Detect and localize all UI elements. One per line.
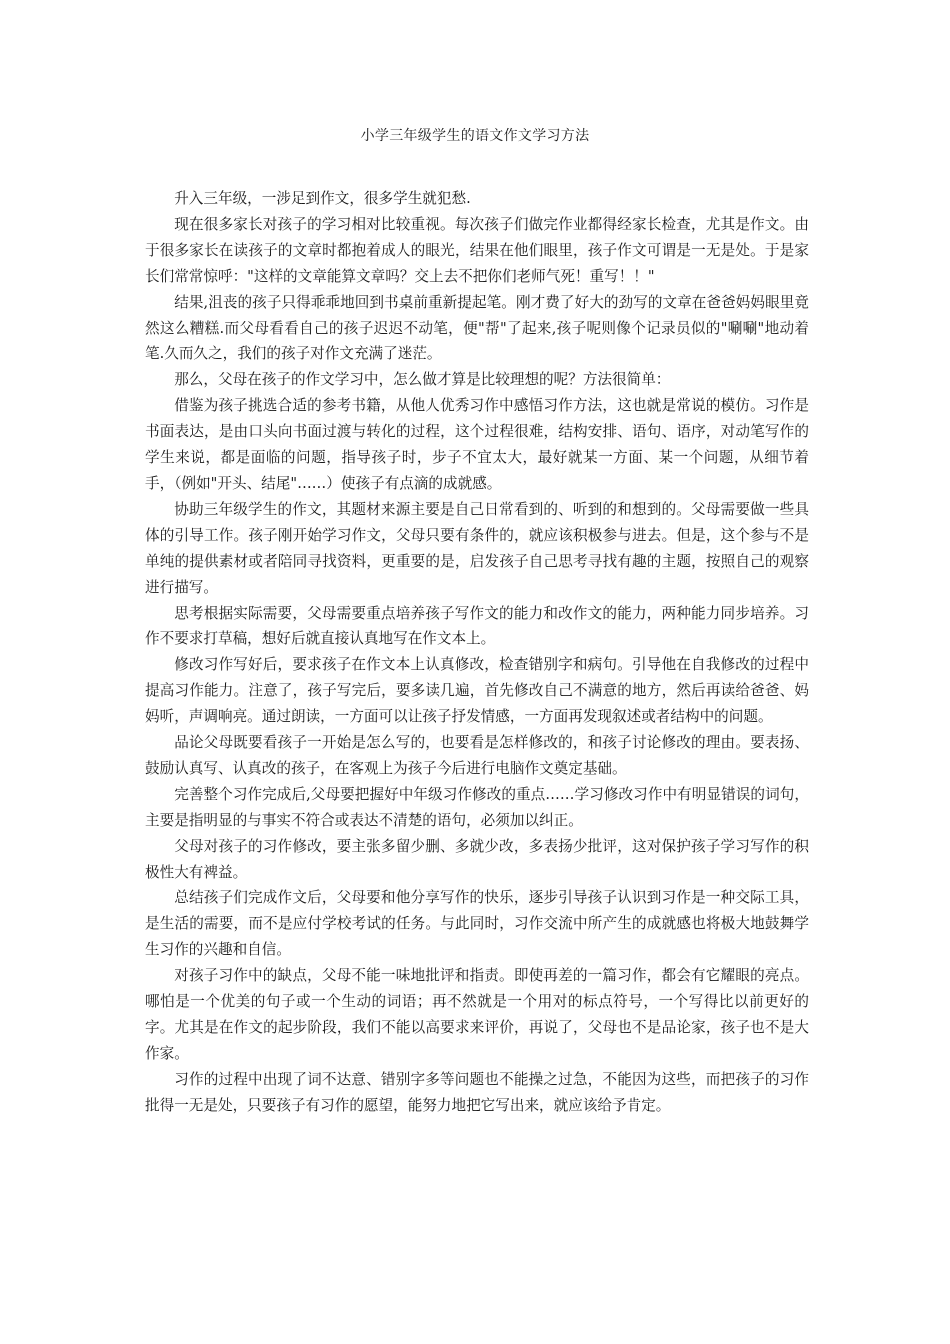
document-body bbox=[145, 186, 809, 1119]
paragraph-shortcomings: 对孩子习作中的缺点，父母不能一味地批评和指责。即使再差的一篇习作，都会有它耀眼的亮点。哪怕是一个优美的句子或一个生动的词语；再不然就是一个用对的标点符号，一个写得比以前更好的字。尤其是在作文的起步阶段，我们不能以高要求来评价，再说了，父母也不是品论家，孩子也不是大作家。 bbox=[145, 967, 809, 1062]
paragraph-assist: 协助三年级学生的作文，其题材来源主要是自己日常看到的、听到的和想到的。父母需要做一些具体的引导工作。孩子刚开始学习作文，父母只要有条件的，就应该积极参与进去。但是，这个参与不是单纯的提供素材或者陪同寻找资料，更重要的是，启发孩子自己思考寻找有趣的主题，按照自己的观察进行描写。 bbox=[145, 500, 809, 596]
paragraph-modify: 父母对孩子的习作修改，要主张多留少删、多就少改，多表扬少批评，这对保护孩子学习写作的积极性大有裨益。 bbox=[145, 837, 809, 881]
paragraph-question: 那么，父母在孩子的作文学习中，怎么做才算是比较理想的呢？方法很简单： bbox=[174, 371, 671, 389]
paragraph-revise: 修改习作写好后，要求孩子在作文本上认真修改，检查错别字和病句。引导他在自我修改的过程中提高习作能力。注意了，孩子写完后，要多读几遍，首先修改自己不满意的地方，然后再读给爸爸、妈妈听，声调响亮。通过朗读，一方面可以让孩子抒发情感，一方面再发现叙述或者结构中的问题。 bbox=[145, 656, 809, 726]
paragraph-parents-checking: 现在很多家长对孩子的学习相对比较重视。每次孩子们做完作业都得经家长检查，尤其是作文。由于很多家长在读孩子的文章时都抱着成人的眼光，结果在他们眼里，孩子作文可谓是一无是处。于是家长们常常惊呼："这样的文章能算文章吗？交上去不把你们老师气死！重写！！" bbox=[145, 215, 809, 285]
paragraph-think: 思考根据实际需要，父母需要重点培养孩子写作文的能力和改作文的能力，两种能力同步培养。习作不要求打草稿，想好后就直接认真地写在作文本上。 bbox=[145, 604, 809, 648]
paragraph-result: 结果,沮丧的孩子只得乖乖地回到书桌前重新提起笔。刚才费了好大的劲写的文章在爸爸妈妈眼里竟然这么糟糕.而父母看看自己的孩子迟迟不动笔，便"帮"了起来,孩子呢则像个记录员似的"唰唰"地动着笔.久而久之，我们的孩子对作文充满了迷茫。 bbox=[145, 293, 809, 363]
document-title: 小学三年级学生的语文作文学习方法 bbox=[360, 128, 590, 144]
paragraph-summary: 总结孩子们完成作文后，父母要和他分享写作的快乐，逐步引导孩子认识到习作是一种交际工具，是生活的需要，而不是应付学校考试的任务。与此同时，习作交流中所产生的成就感也将极大地鼓舞学生习作的兴趣和自信。 bbox=[145, 889, 809, 959]
paragraph-complete: 完善整个习作完成后,父母要把握好中年级习作修改的重点……学习修改习作中有明显错误的词句，主要是指明显的与事实不符合或表达不清楚的语句，必须加以纠正。 bbox=[145, 785, 809, 829]
paragraph-patience: 习作的过程中出现了词不达意、错别字多等问题也不能操之过急，不能因为这些，而把孩子的习作批得一无是处，只要孩子有习作的愿望，能努力地把它写出来，就应该给予肯定。 bbox=[145, 1070, 809, 1114]
paragraph-intro: 升入三年级，一涉足到作文，很多学生就犯愁. bbox=[174, 190, 471, 207]
paragraph-imitate: 借鉴为孩子挑选合适的参考书籍，从他人优秀习作中感悟习作方法，这也就是常说的模仿。习作是书面表达，是由口头向书面过渡与转化的过程，这个过程很难，结构安排、语句、语序，对动笔写作的学生来说，都是面临的问题，指导孩子时，步子不宜太大，最好就某一方面、某一个问题，从细节着手，（例如"开头、结尾"……）使孩子有点滴的成就感。 bbox=[145, 397, 809, 492]
paragraph-discuss: 品论父母既要看孩子一开始是怎么写的，也要看是怎样修改的，和孩子讨论修改的理由。要表扬、鼓励认真写、认真改的孩子，在客观上为孩子今后进行电脑作文奠定基础。 bbox=[145, 734, 809, 777]
